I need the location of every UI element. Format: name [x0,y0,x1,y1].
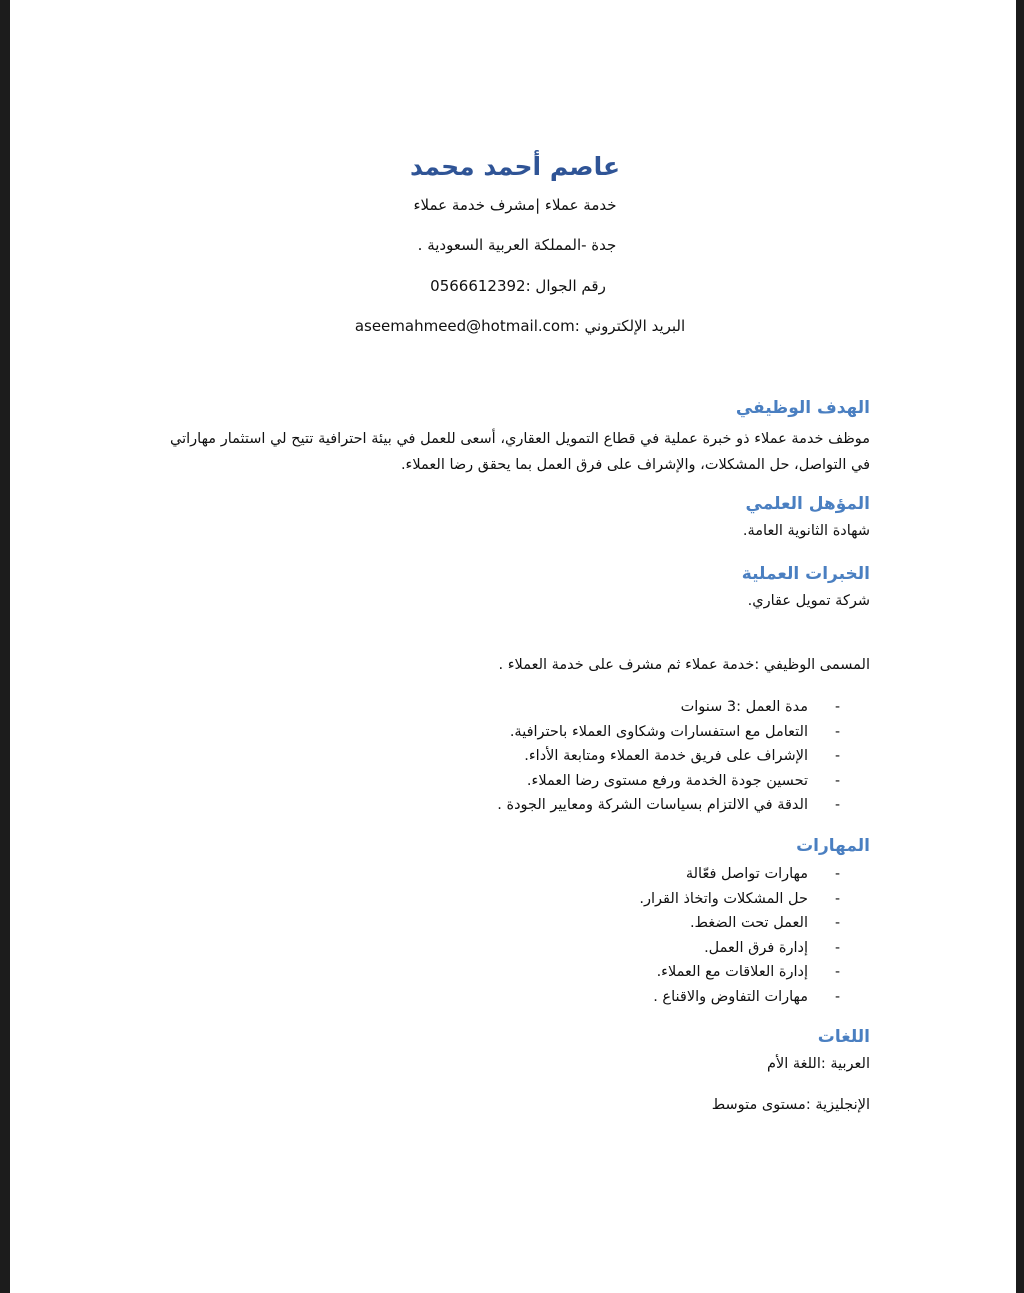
list-item [497,793,870,818]
job-title-text: المسمى الوظيفي :خدمة عملاء ثم مشرف على خدمة العملاء . [498,657,870,673]
list-item [639,960,870,985]
list-item [497,769,870,794]
bullet-dash: - [834,890,840,907]
language-english: الإنجليزية :مستوى متوسط [711,1097,870,1113]
list-item [639,862,870,887]
list-item-text: حل المشكلات واتخاذ القرار. [639,890,808,907]
list-item [639,911,870,936]
bullet-dash: - [834,988,840,1005]
list-item-text: تحسين جودة الخدمة ورفع مستوى رضا العملاء. [526,772,808,789]
language-arabic: العربية :اللغة الأم [766,1056,870,1072]
education-heading: المؤهل العلمي [745,494,870,514]
bullet-dash: - [834,964,840,980]
list-item-text: مهارات التفاوض والاقناع . [653,988,808,1005]
skills-heading: المهارات [796,836,870,856]
list-item [497,744,870,769]
location-line: جدة -المملكة العربية السعودية . [417,236,617,254]
job-title-line: خدمة عملاء |مشرف خدمة عملاء [413,196,617,214]
education-text: شهادة الثانوية العامة. [742,523,870,539]
experience-list [497,695,870,818]
languages-heading: اللغات [817,1027,870,1047]
bullet-dash: - [834,723,840,740]
list-item [639,985,870,1010]
company-name: شركة تمويل عقاري. [747,593,870,609]
list-item-text: إدارة فرق العمل. [704,939,808,956]
list-item [497,720,870,745]
bullet-dash: - [834,772,840,789]
email-line: البريد الإلكتروني :aseemahmeed@hotmail.com [354,317,686,335]
resume-page [10,0,1016,1293]
list-item-text: التعامل مع استفسارات وشكاوى العملاء باحترافية. [509,723,808,740]
list-item-text: مدة العمل :3 سنوات [680,699,808,715]
bullet-dash: - [834,866,840,882]
objective-heading: الهدف الوظيفي [735,398,870,418]
list-item-text: مهارات تواصل فعّالة [685,866,808,882]
list-item-text: الإشراف على فريق خدمة العملاء ومتابعة الأداء. [524,748,808,764]
bullet-dash: - [834,797,840,813]
list-item [639,936,870,961]
experience-heading: الخبرات العملية [741,564,870,584]
bullet-dash: - [834,748,840,764]
objective-text: موظف خدمة عملاء ذو خبرة عملية في قطاع التمويل العقاري، أسعى للعمل في بيئة احترافية تتيح لي استثمار مهاراتي في التواصل، حل المشكلات، والإشراف على فرق العمل بما يحقق رضا العملاء. [170,431,870,473]
list-item [639,887,870,912]
list-item-text: العمل تحت الضغط. [689,915,808,931]
list-item [497,695,870,720]
skills-list [639,862,870,1009]
bullet-dash: - [834,939,840,956]
bullet-dash: - [834,699,840,715]
list-item-text: إدارة العلاقات مع العملاء. [656,964,808,980]
list-item-text: الدقة في الالتزام بسياسات الشركة ومعايير الجودة . [497,797,808,813]
bullet-dash: - [834,915,840,931]
candidate-name: عاصم أحمد محمد [409,152,621,181]
phone-line: رقم الجوال :0566612392 [430,277,606,295]
